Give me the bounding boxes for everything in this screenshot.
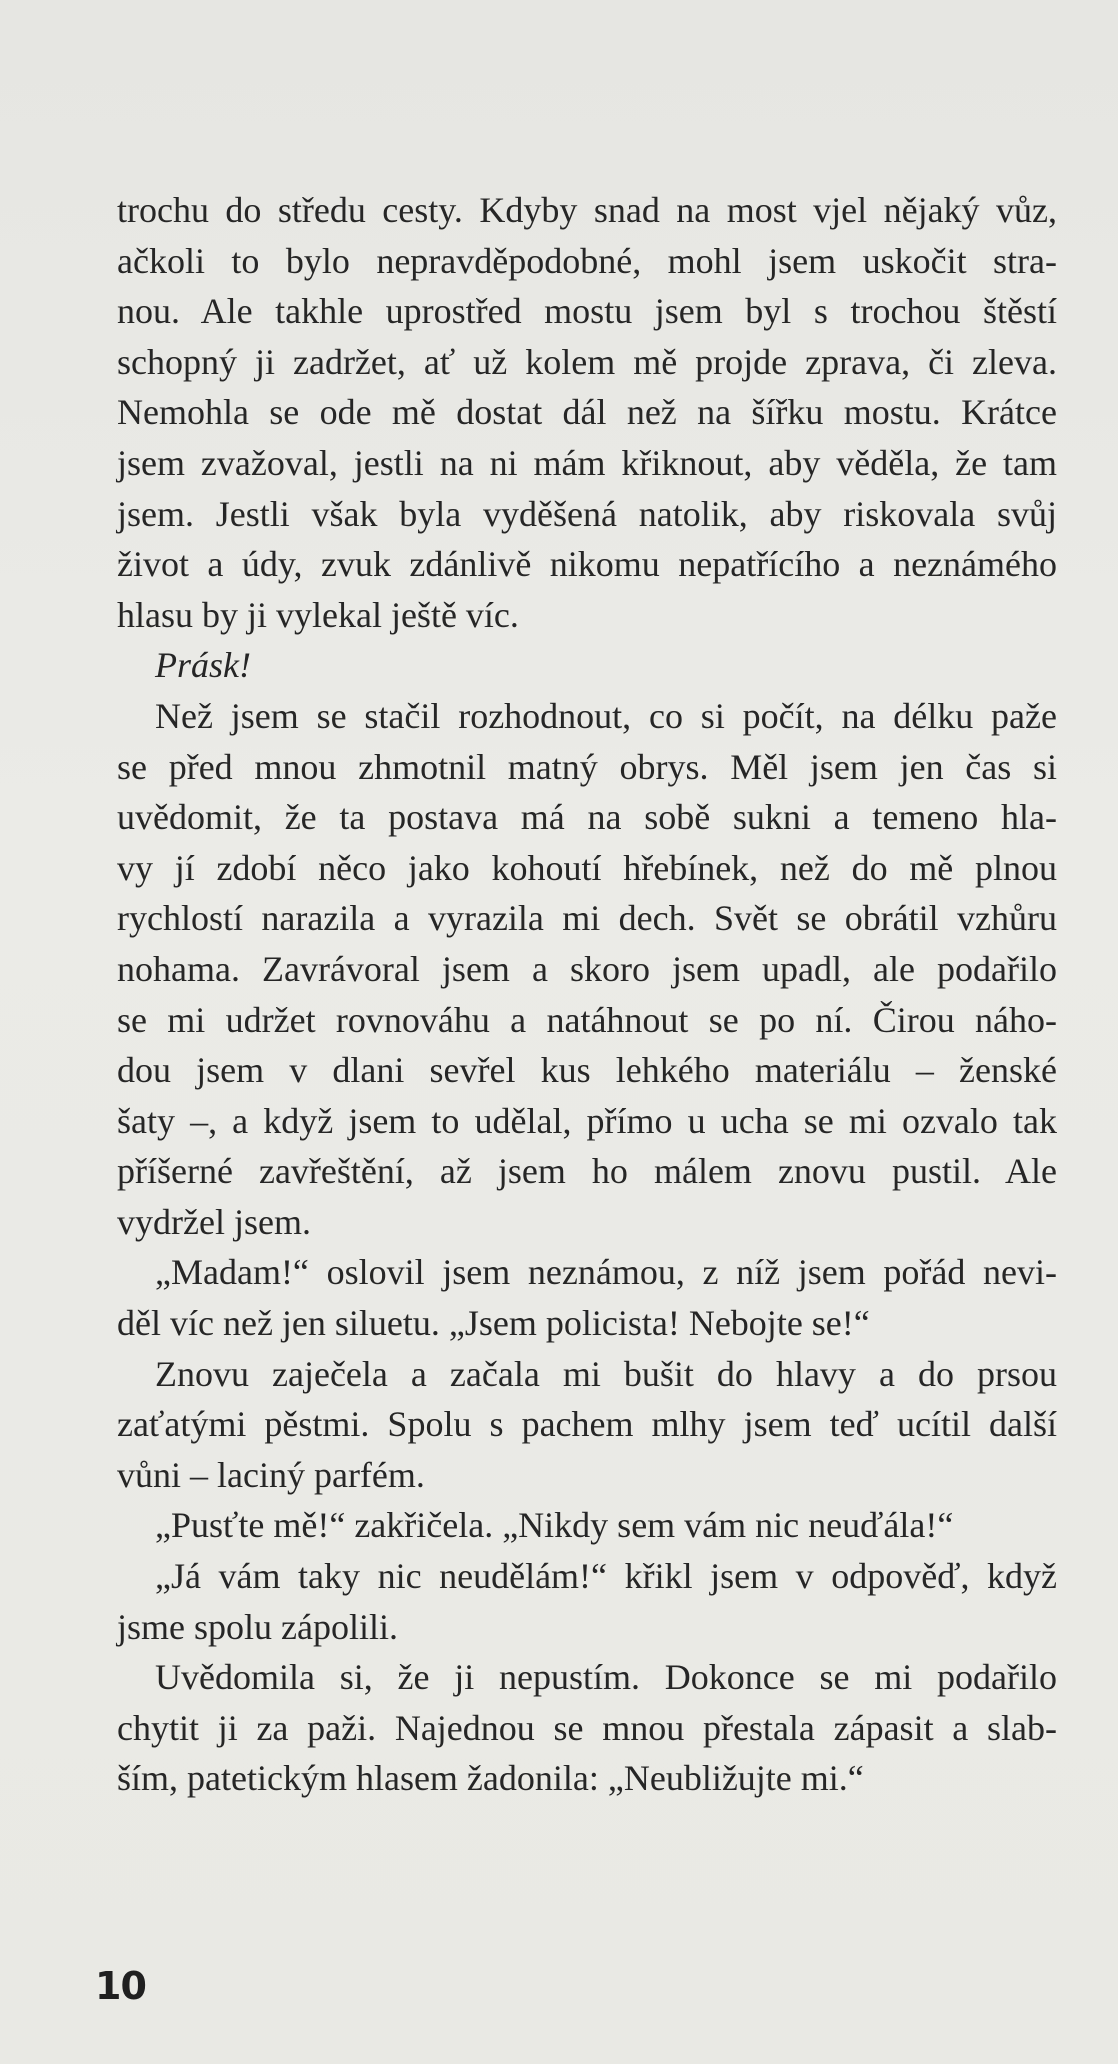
paragraph-4 [117,1247,1057,1348]
text-line: Uvědomila si, že ji nepustím. Dokonce se mi podařilo [155,1657,1057,1698]
paragraph-7 [117,1551,1057,1652]
text-line: uvědomit, že ta postava má na sobě sukni a temeno hla- [117,797,1057,838]
paragraph-2 [117,640,1057,691]
text-line: chytit ji za paži. Najednou se mnou přestala zápasit a slab- [117,1707,1057,1748]
text-line: šaty –, a když jsem to udělal, přímo u ucha se mi ozvalo tak [117,1100,1057,1141]
text-line: „Pusťte mě!“ zakřičela. „Nikdy sem vám nic neuďála!“ [155,1505,954,1546]
paragraph-3 [117,691,1057,1248]
paragraph-5 [117,1349,1057,1501]
text-line: „Madam!“ oslovil jsem neznámou, z níž jsem pořád nevi- [155,1252,1057,1293]
text-line: Znovu zaječela a začala mi bušit do hlavy a do prsou [155,1353,1057,1394]
text-line: příšerné zavřeštění, až jsem ho málem znovu pustil. Ale [117,1151,1057,1192]
text-line: zaťatými pěstmi. Spolu s pachem mlhy jsem teď ucítil další [117,1404,1057,1445]
text-line: Nemohla se ode mě dostat dál než na šířku mostu. Krátce [117,392,1057,433]
paragraph-6 [117,1500,1057,1551]
text-line: dou jsem v dlani sevřel kus lehkého materiálu – ženské [117,1050,1057,1091]
text-line: vůni – laciný parfém. [117,1454,425,1495]
text-line: Prásk! [155,645,251,686]
text-line: jsme spolu zápolili. [117,1606,398,1647]
paragraph-8 [117,1652,1057,1804]
text-line: děl víc než jen siluetu. „Jsem policista! Nebojte se!“ [117,1303,870,1344]
text-line: vy jí zdobí něco jako kohoutí hřebínek, než do mě plnou [117,847,1057,888]
text-line: nohama. Zavrávoral jsem a skoro jsem upadl, ale podařilo [117,948,1057,989]
text-line: „Já vám taky nic neudělám!“ křikl jsem v odpověď, když [155,1556,1057,1597]
text-line: jsem zvažoval, jestli na ni mám křiknout, aby věděla, že tam [117,442,1057,483]
text-line: vydržel jsem. [117,1201,311,1242]
text-line: trochu do středu cesty. Kdyby snad na most vjel nějaký vůz, [117,190,1057,230]
text-line: se mi udržet rovnováhu a natáhnout se po ní. Čirou náho- [117,999,1057,1040]
text-line: ším, patetickým hlasem žadonila: „Neubližujte mi.“ [117,1758,864,1799]
page-number: 10 [95,1964,146,2008]
text-line: se před mnou zhmotnil matný obrys. Měl jsem jen čas si [117,746,1057,787]
text-line: ačkoli to bylo nepravděpodobné, mohl jsem uskočit stra- [117,240,1057,281]
text-line: schopný ji zadržet, ať už kolem mě projde zprava, či zleva. [117,341,1057,382]
text-line: hlasu by ji vylekal ještě víc. [117,594,519,635]
text-line: nou. Ale takhle uprostřed mostu jsem byl s trochou štěstí [117,291,1057,332]
text-line: rychlostí narazila a vyrazila mi dech. Svět se obrátil vzhůru [117,898,1057,939]
book-page-text [117,185,1057,1804]
text-line: Než jsem se stačil rozhodnout, co si počít, na délku paže [155,695,1057,736]
text-line: jsem. Jestli však byla vyděšená natolik, aby riskovala svůj [117,493,1057,534]
text-line: život a údy, zvuk zdánlivě nikomu nepatřícího a neznámého [117,544,1057,585]
paragraph-1 [117,185,1057,640]
